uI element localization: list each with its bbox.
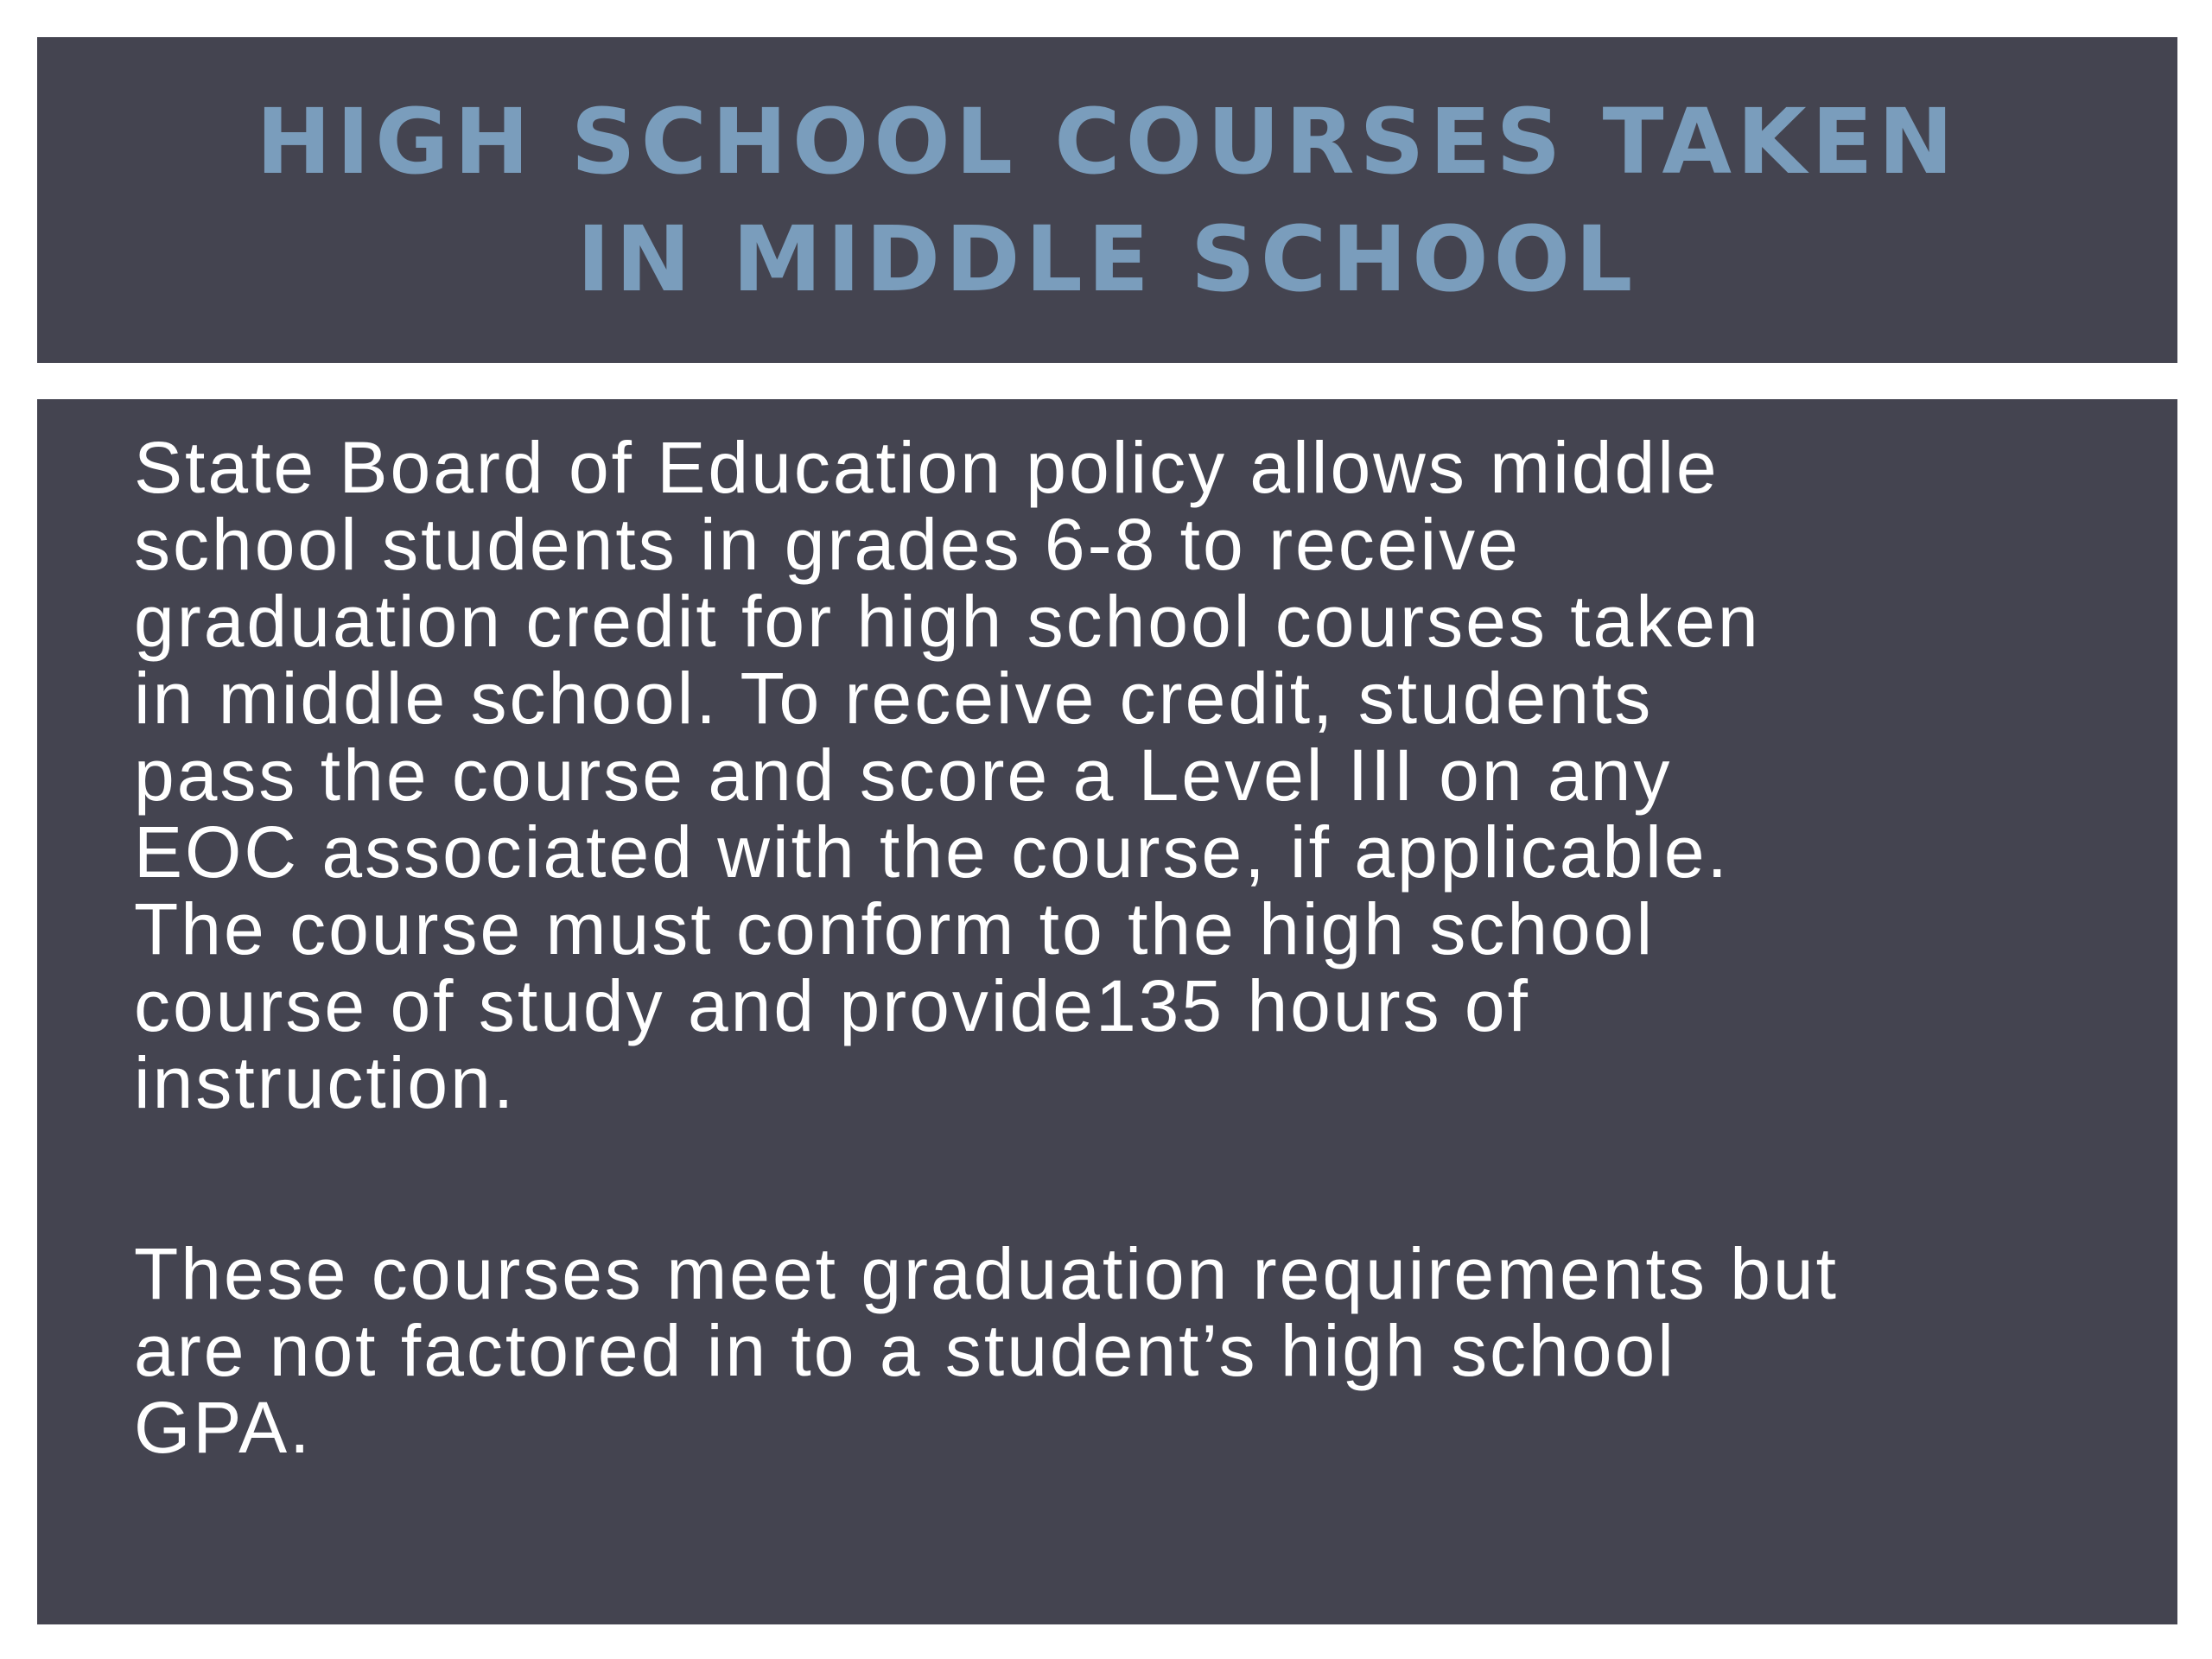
slide-title: HIGH SCHOOL COURSES TAKEN IN MIDDLE SCHOOL bbox=[256, 88, 1959, 312]
body-paragraph-policy: State Board of Education policy allows middle school students in grades 6-8 to receive graduation credit for high school courses taken in middle school. To receive credit, students pass the course and score a Level III on any EOC associated with the course, if applicable. The course must conform to the high school course of study and provide135 hours of instruction. bbox=[134, 427, 1761, 1123]
content-panel bbox=[37, 399, 2177, 1624]
body-paragraph-gpa: These courses meet graduation requirements but are not factored in to a student’s high school GPA. bbox=[134, 1233, 1839, 1468]
title-panel bbox=[37, 37, 2177, 363]
